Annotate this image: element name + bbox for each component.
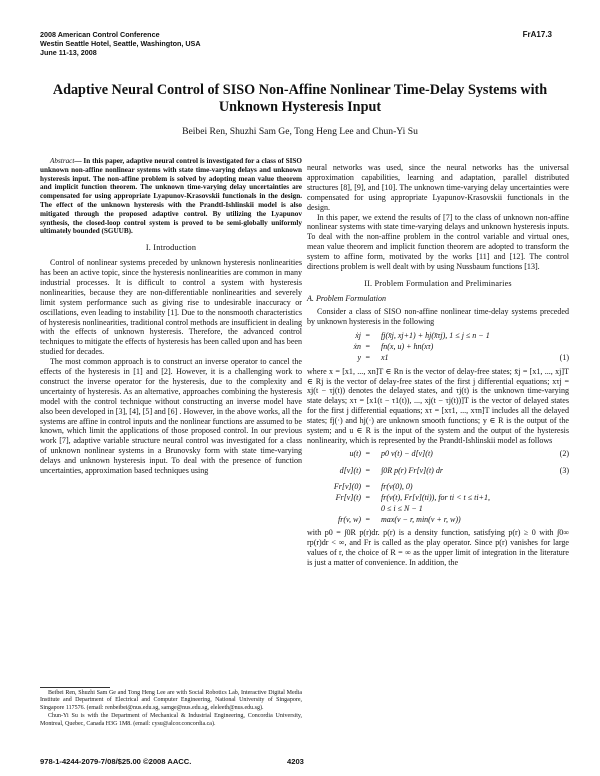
- eq-op: =: [365, 448, 371, 458]
- eq-lhs: y: [357, 352, 361, 362]
- conference-date: June 11-13, 2008: [40, 48, 97, 57]
- eq-rhs: fr(v(0), 0): [381, 481, 413, 491]
- subsection-heading: A. Problem Formulation: [307, 293, 387, 303]
- eq-rhs: x1: [381, 352, 389, 362]
- eq-rhs: p0 v(t) − d[v](t): [381, 448, 433, 458]
- eq-lhs: Fr[v](t): [335, 492, 361, 502]
- eq-lhs: ẋn: [353, 341, 361, 351]
- eq-rhs: fr(v(t), Fr[v](ti)), for ti < t ≤ ti+1,: [381, 492, 490, 502]
- eq-number: (1): [559, 352, 569, 362]
- conference-name: 2008 American Control Conference: [40, 30, 160, 39]
- footnote-rule: [40, 687, 110, 688]
- eq-op: =: [365, 341, 371, 351]
- section-heading-introduction: I. Introduction: [145, 243, 197, 253]
- footnote-authors-2: Chun-Yi Su is with the Department of Mechanical & Industrial Engineering, Concordia University, Montreal, Quebec, Canada H3G 1M8. (email: cysu@alcor.concordia.ca).: [40, 713, 302, 727]
- eq-lhs: ẋj: [355, 330, 361, 340]
- problem-paragraph-3: with p0 = ∫0R p(r)dr. p(r) is a density function, satisfying p(r) ≥ 0 with ∫0∞ rp(r)dr < ∞, and Fr is called as the play operator. Since p(r) vanishes for large values of r, the choice of R = ∞ as the upper limit of integration in the literature is just a matter of convenience. In addition, the: [307, 527, 569, 567]
- eq-op: =: [365, 330, 371, 340]
- footnotes: [40, 690, 302, 729]
- footnote-authors-1: Beibei Ren, Shuzhi Sam Ge and Tong Heng Lee are with Social Robotics Lab, Interactive Digital Media Institute and Department of Electrical and Computer Engineering, National University of Singapore, Singapore 117576. (email: renbeibei@nus.edu.sg, samge@nus.edu.sg, eleleeth@nus.edu.sg).: [40, 690, 302, 711]
- equation-2-3: [307, 449, 569, 526]
- eq-op: =: [365, 492, 371, 502]
- eq-lhs: d[v](t): [339, 465, 361, 475]
- intro-paragraph-4: In this paper, we extend the results of [7] to the class of unknown non-affine nonlinear systems with state time-varying delays and unknown hysteresis inputs. To deal with the non-affine problem in the control variable and virtual ones, mean value theorem and implicit function theorem are adopted to transform the system to affine form, motivated by the works [11] and [12]. The control directions problem is well dealt with by using Nussbaum functions [13].: [307, 212, 569, 272]
- equation-1: [307, 331, 569, 364]
- eq-op: =: [365, 481, 371, 491]
- eq-lhs: u(t): [349, 448, 361, 458]
- paper-title: Adaptive Neural Control of SISO Non-Affine Nonlinear Time-Delay Systems with Unknown Hysteresis Input: [52, 82, 548, 115]
- right-column: [307, 163, 569, 567]
- eq-lhs: Fr[v](0): [333, 481, 361, 491]
- eq-op: =: [365, 465, 371, 475]
- intro-paragraph-2: The most common approach is to construct an inverse operator to cancel the effects of the hysteresis in [1] and [2]. However, it is a challenging work to construct the inverse operator for the hysteresis, due to the complexity and uncertainty of hysteresis. As an alternative, approaches combining the hysteresis model with the control technique without constructing an inverse model have also been developed in [3], [4], [5] and [6] . However, in the above works, all the systems are affine in control inputs and the nonlinear functions are assumed to be known, which limit the applications of those proposed control. In our previous work [7], adaptive variable structure neural control was investigated for a class of unknown nonlinear systems in a Brunovsky form with state time-varying delays and unknown hysteresis input. To deal with the presence of function uncertainties, approximation based techniques using: [40, 357, 302, 476]
- eq-rhs: 0 ≤ i ≤ N − 1: [381, 503, 423, 513]
- eq-op: =: [365, 352, 371, 362]
- eq-op: =: [365, 514, 371, 524]
- eq-lhs: fr(v, w): [338, 514, 361, 524]
- intro-paragraph-3: neural networks was used, since the neural networks has the universal approximation capabilities, learning and adaptation, parallel distributed structures [8], [9], and [10]. The unknown time-varying delay uncertainties were compensated for using appropriate Lyapunov-Krasovskii functionals in the design.: [307, 163, 569, 212]
- abstract-label: Abstract: [50, 157, 75, 165]
- eq-rhs: fj(x̄j, xj+1) + hj(x̄τj), 1 ≤ j ≤ n − 1: [381, 330, 490, 340]
- section-heading-problem: II. Problem Formulation and Preliminaries: [364, 278, 512, 288]
- left-column: [40, 157, 302, 476]
- paper-authors: Beibei Ren, Shuzhi Sam Ge, Tong Heng Lee and Chun-Yi Su: [182, 126, 418, 137]
- conference-venue: Westin Seattle Hotel, Seattle, Washington, USA: [40, 39, 201, 48]
- eq-rhs: ∫0R p(r) Fr[v](t) dr: [381, 465, 443, 475]
- eq-number: (3): [559, 465, 569, 475]
- page-number: 4203: [287, 757, 304, 766]
- abstract: [40, 157, 302, 236]
- eq-rhs: max(v − r, min(v + r, w)): [381, 514, 461, 524]
- session-id: FrA17.3: [522, 30, 552, 39]
- problem-paragraph-1: Consider a class of SISO non-affine nonlinear time-delay systems preceded by unknown hysteresis in the following: [307, 306, 569, 326]
- conference-header: [40, 30, 201, 57]
- problem-paragraph-2: where x = [x1, ..., xn]T ∈ Rn is the vector of delay-free states; x̄j = [x1, ..., xj]T ∈ Rj is the vector of delay-free states of the first j differential equations; xτj = xj(t − τj(t)) denotes the delayed states, and τj(t) is the unknown time-varying state delays; xτ = [x1(t − τ1(t)), ..., xj(t − τj(t))]T is the vector of delayed states for the first j differential equations; xτ = [xτ1, ..., xτn]T includes all the delayed states; fj(·) and hj(·) are unknown smooth functions; y ∈ R is the output of the system; and u ∈ R is the input of the system and the output of the hysteresis nonlinearity, which is represented by the Prandtl-Ishlinskii model as follows: [307, 366, 569, 445]
- abstract-text: — In this paper, adaptive neural control is investigated for a class of SISO unknown non-affine nonlinear systems with state time-varying delays and unknown hysteresis input. The non-affine problem is solved by adopting mean value theorem and implicit function theorem. The unknown time-varying delay uncertainties are compensated for using appropriate Lyapunov-Krasovskii functionals in the design. The effect of the unknown hysteresis with the Prandtl-Ishlinskii model is also mitigated through the proposed adaptive control. By utilizing the Lyapunov synthesis, the closed-loop control system is proved to be semi-globally uniformly ultimately bounded (SGUUB).: [40, 157, 302, 236]
- isbn-footer: 978-1-4244-2079-7/08/$25.00 ©2008 AACC.: [40, 757, 192, 766]
- eq-number: (2): [559, 448, 569, 458]
- intro-paragraph-1: Control of nonlinear systems preceded by unknown hysteresis nonlinearities has been an active topic, since the hysteresis nonlinearities are common in many industrial processes. It is difficult to control a system with hysteresis nonlinearities, because they are non-differentiable nonlinearities and severely limit system performance such as giving rise to undesirable inaccuracy or oscillations, even leading to instability [1]. Due to the nonsmooth characteristics of hysteresis nonlinearities, traditional control methods are insufficient in dealing with the effects of unknown hysteresis. Therefore, the advanced control techniques to mitigate the effects of hysteresis has been called upon and has been studied for decades.: [40, 258, 302, 357]
- eq-rhs: fn(x, u) + hn(xτ): [381, 341, 434, 351]
